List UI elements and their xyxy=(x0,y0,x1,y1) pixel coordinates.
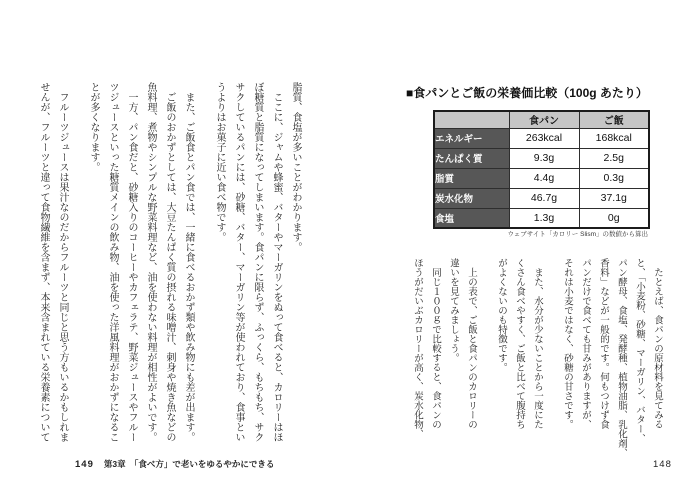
table-value-cell: 4.4g xyxy=(509,168,579,188)
nutrition-table xyxy=(433,110,650,229)
table-value-cell: 168kcal xyxy=(579,128,649,148)
row-label: 脂質 xyxy=(434,168,509,188)
table-row xyxy=(434,128,649,148)
table-row xyxy=(434,148,649,168)
text-column: ご飯のおかずとしては、大豆たんぱく質の摂れる味噌汁、刺身や焼き魚などの xyxy=(164,82,175,442)
text-column: 同じ１００ｇで比較すると、食パンの xyxy=(430,258,440,429)
text-column: また、ご飯食とパン食では、一緒に食べるおかず類や飲み物にも差が出ます。 xyxy=(183,82,194,442)
text-column: また、水分が少ないことから一度にた xyxy=(532,258,542,429)
text-column: たとえば、食パンの原材料を見てみる xyxy=(652,258,662,429)
table-row xyxy=(434,208,649,228)
table-caption: ウェブサイト「カロリー Slism」の数値から算出 xyxy=(507,231,648,238)
column-header-bread: 食パン xyxy=(509,111,579,128)
left-page-body-text xyxy=(34,82,305,458)
text-column: 上の表で、ご飯と食パンのカロリーの xyxy=(466,258,476,429)
text-column: ここに、ジャムや蜂蜜、バターやマーガリンをぬって食べると、カロリーはほ xyxy=(271,82,282,442)
text-column: くさん食べやすく、ご飯と比べて腹持ち xyxy=(514,258,524,429)
text-column: がよくないのも特徴です。 xyxy=(496,258,506,372)
table-row xyxy=(434,168,649,188)
row-label: 食塩 xyxy=(434,208,509,228)
left-page-footer xyxy=(75,458,274,470)
text-column: と、「小麦粉、砂糖、マーガリン、バター、 xyxy=(634,258,644,444)
row-label: 炭水化物 xyxy=(434,188,509,208)
table-value-cell: 37.1g xyxy=(579,188,649,208)
column-header-rice: ご飯 xyxy=(579,111,649,128)
table-header-row xyxy=(434,111,649,128)
text-column: ツジュースといった糖質メインの飲み物、油を使った洋風料理がおかずになるこ xyxy=(107,82,118,442)
table-value-cell: 1.3g xyxy=(509,208,579,228)
text-column: せんが、フルーツと違って食物繊維を含まず、本来含まれている栄養素について xyxy=(38,82,49,442)
text-column: ほうがだいぶカロリーが高く、炭水化物、 xyxy=(412,258,422,439)
table-value-cell: 46.7g xyxy=(509,188,579,208)
text-column: ぼ糖質と脂質になってしまいます。食パンに限らず、ふっくら、もちもち、サク xyxy=(252,82,263,442)
text-column: とが多くなります。 xyxy=(88,82,99,172)
text-column: パン酵母、食塩、発酵種、植物油脂、乳化剤、 xyxy=(616,258,626,458)
table-row xyxy=(434,188,649,208)
text-column: 違いを見てみましょう。 xyxy=(448,258,458,363)
right-page-number: 148 xyxy=(653,459,672,470)
text-column: サクしているパンには、砂糖、バター、マーガリン等が使われており、食事とい xyxy=(233,82,244,442)
text-column: 香料」などが一般的です。何もつけず食 xyxy=(598,258,608,429)
right-page-body-text xyxy=(408,258,666,460)
chapter-title: 第3章 「食べ方」で老いをゆるやかにできる xyxy=(103,459,275,469)
row-label: たんぱく質 xyxy=(434,148,509,168)
table-value-cell: 9.3g xyxy=(509,148,579,168)
table-value-cell: 2.5g xyxy=(579,148,649,168)
text-column: フルーツジュースは果汁なのだからフルーツと同じと思う方もいるかもしれま xyxy=(57,82,68,442)
table-title: ■食パンとご飯の栄養価比較（100g あたり） xyxy=(406,86,648,100)
text-column: 脂質、食塩が多いことがわかります。 xyxy=(290,82,301,252)
text-column: パンだけで食べても甘みがありますが、 xyxy=(580,258,590,429)
text-column: 魚料理、煮物やシンプルな野菜料理など、油を使わない料理が相性がよいです。 xyxy=(145,82,156,442)
table-value-cell: 0.3g xyxy=(579,168,649,188)
left-page-number: 149 xyxy=(75,459,94,470)
table-corner-cell xyxy=(434,111,509,128)
table-value-cell: 263kcal xyxy=(509,128,579,148)
row-label: エネルギー xyxy=(434,128,509,148)
text-column: うよりはお菓子に近い食べ物です。 xyxy=(214,82,225,242)
table-value-cell: 0g xyxy=(579,208,649,228)
text-column: それは小麦ではなく、砂糖の甘さです。 xyxy=(562,258,572,429)
text-column: 一方、パン食だと、砂糖入りのコーヒーやカフェラテ、野菜ジュースやフルー xyxy=(126,82,137,442)
